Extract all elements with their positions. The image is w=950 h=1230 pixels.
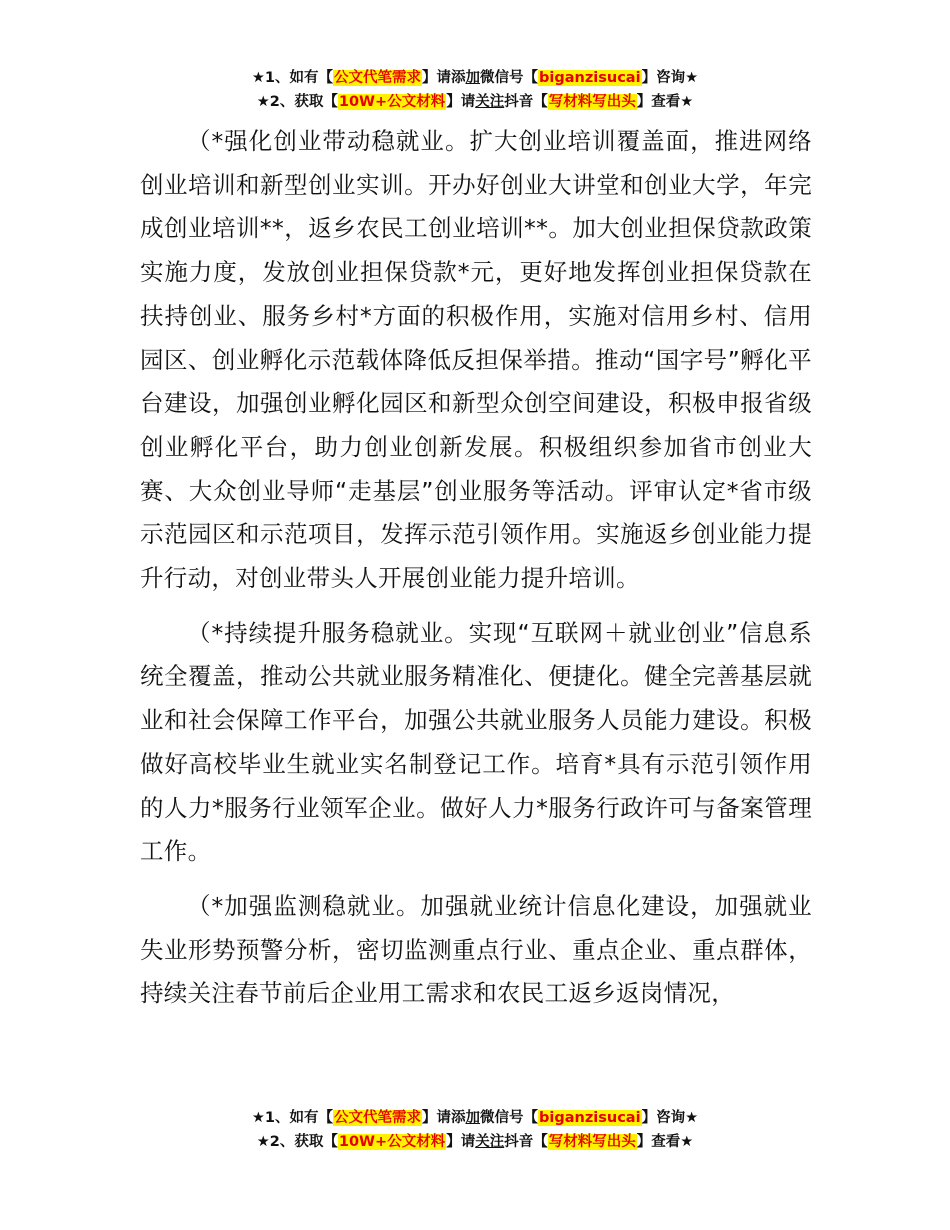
banner-text-underlined: 关注 <box>475 94 505 110</box>
banner-text: ★1、如有【 <box>251 70 334 86</box>
highlight-douyin-account: 写材料写出头 <box>548 1134 636 1150</box>
header-banner <box>0 66 950 114</box>
highlight-service: 公文代笔需求 <box>334 1110 422 1126</box>
banner-text: 微信号【 <box>480 70 539 86</box>
banner-text: 】咨询★ <box>641 1110 699 1126</box>
paragraph-services: （*持续提升服务稳就业。实现“互联网＋就业创业”信息系统全覆盖，推动公共就业服务精准化、便捷化。健全完善基层就业和社会保障工作平台，加强公共就业服务人员能力建设。积极做好高校毕业生就业实名制登记工作。培育*具有示范引领作用的人力*服务行业领军企业。做好人力*服务行政许可与备案管理工作。 <box>140 618 812 866</box>
banner-line-2 <box>0 90 950 114</box>
banner-text-underlined: 加 <box>465 1110 481 1126</box>
banner-line-1 <box>0 1106 950 1130</box>
highlight-materials: 10W+公文材料 <box>338 94 446 110</box>
banner-text: 微信号【 <box>480 1110 539 1126</box>
banner-text: 】请 <box>446 94 476 110</box>
paragraph-entrepreneurship: （*强化创业带动稳就业。扩大创业培训覆盖面，推进网络创业培训和新型创业实训。开办好创业大讲堂和创业大学，年完成创业培训**，返乡农民工创业培训**。加大创业担保贷款政策实施力度，发放创业担保贷款*元，更好地发挥创业担保贷款在扶持创业、服务乡村*方面的积极作用，实施对信用乡村、信用园区、创业孵化示范载体降低反担保举措。推动“国字号”孵化平台建设，加强创业孵化园区和新型众创空间建设，积极申报省级创业孵化平台，助力创业创新发展。积极组织参加省市创业大赛、大众创业导师“走基层”创业服务等活动。评审认定*省市级示范园区和示范项目，发挥示范引领作用。实施返乡创业能力提升行动，对创业带头人开展创业能力提升培训。 <box>140 127 812 593</box>
highlight-wechat-id: biganzisucai <box>539 1110 641 1126</box>
banner-text: 】请添 <box>422 1110 466 1126</box>
banner-text: 】咨询★ <box>641 70 699 86</box>
banner-text: 抖音【 <box>504 1134 548 1150</box>
banner-text: ★2、获取【 <box>256 1134 338 1150</box>
banner-text: ★2、获取【 <box>256 94 338 110</box>
banner-line-1 <box>0 66 950 90</box>
banner-line-2 <box>0 1130 950 1154</box>
banner-text: 】查看★ <box>636 94 694 110</box>
document-body <box>140 120 812 1016</box>
paragraph-monitoring: （*加强监测稳就业。加强就业统计信息化建设，加强就业失业形势预警分析，密切监测重点行业、重点企业、重点群体，持续关注春节前后企业用工需求和农民工返乡返岗情况， <box>140 891 812 1008</box>
footer-banner <box>0 1106 950 1154</box>
banner-text: 】查看★ <box>636 1134 694 1150</box>
highlight-service: 公文代笔需求 <box>334 70 422 86</box>
highlight-materials: 10W+公文材料 <box>338 1134 446 1150</box>
highlight-wechat-id: biganzisucai <box>539 70 641 86</box>
banner-text-underlined: 加 <box>465 70 481 86</box>
banner-text: 】请 <box>446 1134 476 1150</box>
banner-text: ★1、如有【 <box>251 1110 334 1126</box>
banner-text: 抖音【 <box>504 94 548 110</box>
banner-text: 】请添 <box>422 70 466 86</box>
highlight-douyin-account: 写材料写出头 <box>548 94 636 110</box>
banner-text-underlined: 关注 <box>475 1134 505 1150</box>
